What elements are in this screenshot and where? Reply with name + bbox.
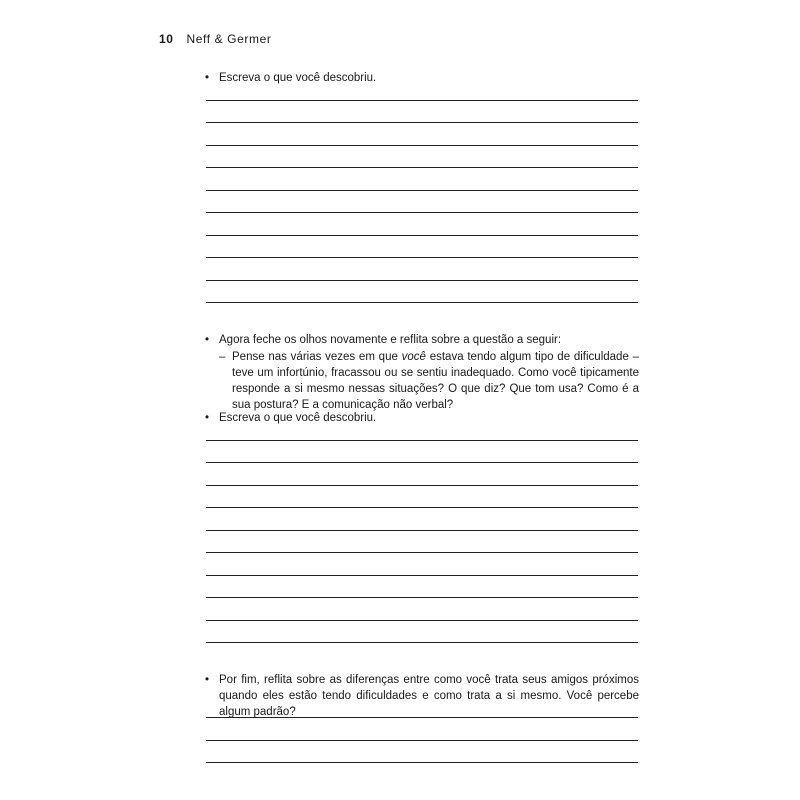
writing-line (206, 642, 638, 643)
writing-line (206, 597, 638, 598)
writing-line (206, 575, 638, 576)
writing-line (206, 620, 638, 621)
writing-line (206, 552, 638, 553)
writing-line (206, 462, 638, 463)
writing-line (206, 100, 638, 101)
question-text-start: Pense nas várias vezes em que (232, 351, 402, 363)
writing-line (206, 507, 638, 508)
writing-line (206, 485, 638, 486)
writing-line (206, 440, 638, 441)
writing-line (206, 762, 638, 763)
bullet-marker: • (205, 334, 210, 346)
writing-line (206, 145, 638, 146)
emphasis-word: você (401, 351, 426, 363)
writing-line (206, 212, 638, 213)
question-text-rest: estava tendo algum tipo de dificuldade – teve um infortúnio, fracassou ou se sentiu inadequado. Como você tipicamente responde a si mesmo nessas situações? O que diz? Que tom usa? Como é a sua postura? E a comunicação não verbal? (232, 351, 640, 411)
running-header (159, 32, 271, 46)
page-number: 10 (159, 32, 174, 46)
writing-line (206, 280, 638, 281)
write-prompt-2: Escreva o que você descobriu. (219, 412, 377, 424)
writing-line (206, 122, 638, 123)
reflection-prompt: Agora feche os olhos novamente e reflita sobre a questão a seguir: (219, 334, 562, 346)
bullet-marker: • (205, 674, 210, 686)
writing-line (206, 190, 638, 191)
writing-line (206, 302, 638, 303)
writing-line (206, 235, 638, 236)
bullet-marker: • (205, 72, 210, 84)
writing-line (206, 167, 638, 168)
bullet-marker: • (205, 412, 210, 424)
dash-marker: – (219, 351, 226, 363)
writing-line (206, 740, 638, 741)
running-title: Neff & Germer (186, 32, 272, 46)
writing-line (206, 717, 638, 718)
final-reflection-prompt: Por fim, reflita sobre as diferenças entre como você trata seus amigos próximos quando eles estão tendo dificuldades e como trata a si mesmo. Você percebe algum padrão? (219, 674, 639, 718)
writing-line (206, 530, 638, 531)
write-prompt-1: Escreva o que você descobriu. (219, 72, 377, 84)
writing-line (206, 257, 638, 258)
reflection-question (232, 349, 639, 413)
